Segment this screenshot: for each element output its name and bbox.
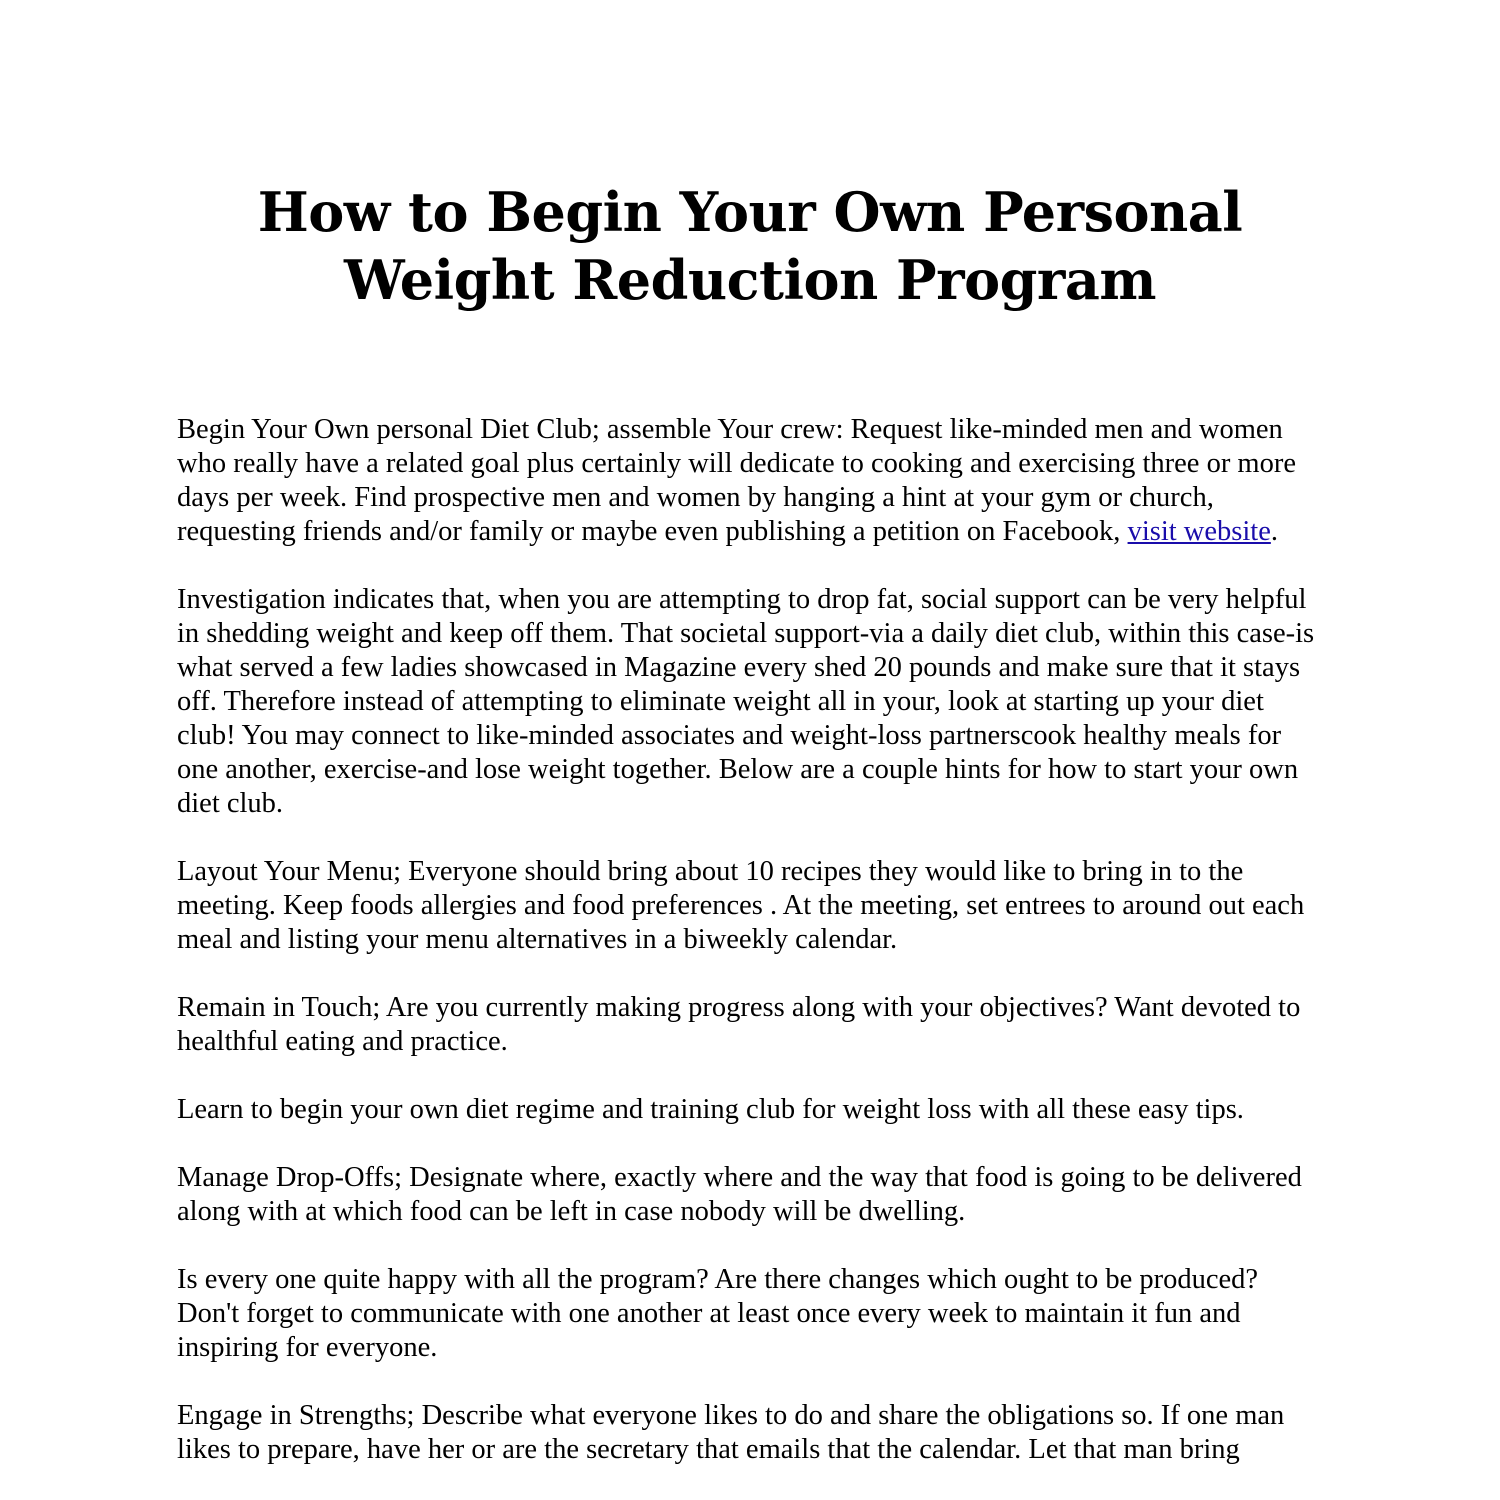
paragraph-layout-menu: Layout Your Menu; Everyone should bring about 10 recipes they would like to bring in to the meeting. Keep foods allergies and food preferences . At the meeting, set entrees to around out each meal and listing your menu alternatives in a biweekly calendar. — [177, 856, 1305, 955]
paragraph-drop-offs: Manage Drop-Offs; Designate where, exactly where and the way that food is going to be delivered along with at which food can be left in case nobody will be dwelling. — [177, 1162, 1302, 1227]
paragraph-diet-club — [177, 413, 1327, 549]
paragraph-learn: Learn to begin your own diet regime and training club for weight loss with all these easy tips. — [177, 1094, 1244, 1125]
paragraph-program-check: Is every one quite happy with all the program? Are there changes which ought to be produced? Don't forget to communicate with one another at least once every week to maintain it fun and inspiring for everyone. — [177, 1264, 1259, 1363]
document-body — [177, 413, 1327, 1500]
document-title: How to Begin Your Own Personal Weight Reduction Program — [257, 180, 1243, 312]
visit-website-link[interactable]: visit website — [1127, 516, 1271, 547]
paragraph-diet-club-text: Begin Your Own personal Diet Club; assemble Your crew: Request like-minded men and women who really have a related goal plus certainly will dedicate to cooking and exercising three or more days per week. Find prospective men and women by hanging a hint at your gym or church, requesting friends and/or family or maybe even publishing a petition on Facebook, — [177, 414, 1296, 547]
paragraph-remain-in-touch: Remain in Touch; Are you currently making progress along with your objectives? Want devoted to healthful eating and practice. — [177, 992, 1301, 1057]
paragraph-diet-club-end: . — [1270, 516, 1278, 547]
paragraph-investigation: Investigation indicates that, when you are attempting to drop fat, social support can be very helpful in shedding weight and keep off them. That societal support-via a daily diet club, within this case-is what served a few ladies showcased in Magazine every shed 20 pounds and make sure that it stays off. Therefore instead of attempting to eliminate weight all in your, look at starting up your diet club! You may connect to like-minded associates and weight-loss partnerscook healthy meals for one another, exercise-and lose weight together. Below are a couple hints for how to start your own diet club. — [177, 584, 1315, 819]
paragraph-strengths: Engage in Strengths; Describe what everyone likes to do and share the obligations so. If one man likes to prepare, have her or are the secretary that emails that the calendar. Let that man bring — [177, 1400, 1285, 1465]
